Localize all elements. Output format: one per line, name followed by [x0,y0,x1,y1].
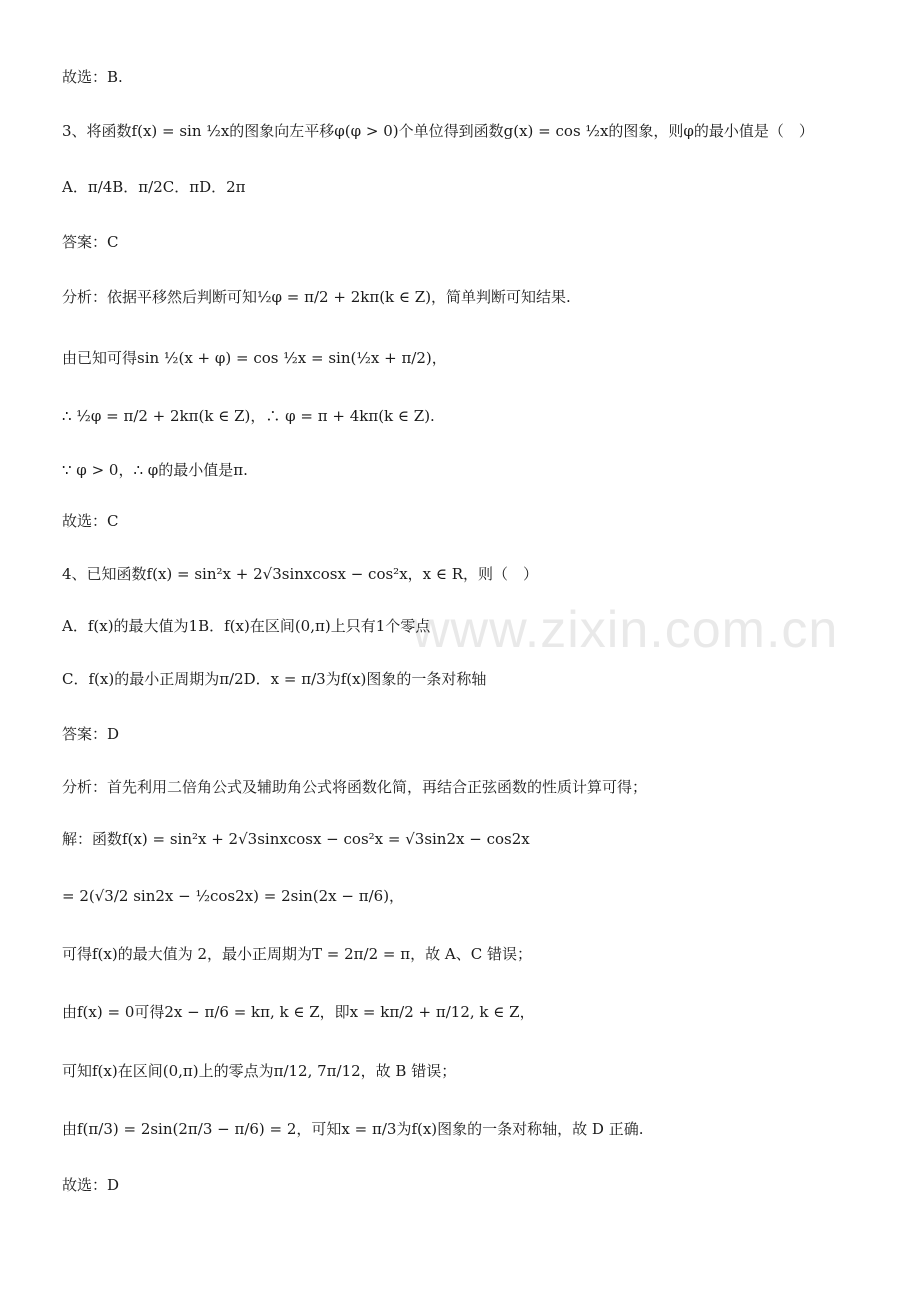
question-4-answer: 答案：D [62,725,120,743]
question-4-solution-2: = 2(√3/2 sin2x − ½cos2x) = 2sin(2x − π/6)， [62,887,405,905]
question-3-step-1: 由已知可得sin ½(x + φ) = cos ½x = sin(½x + π/2)， [62,349,447,367]
question-3-step-2: ∴ ½φ = π/2 + 2kπ(k ∈ Z)，∴ φ = π + 4kπ(k ∈ Z). [62,407,435,425]
question-3-answer: 答案：C [62,233,119,251]
question-4-solution-6: 由f(π/3) = 2sin(2π/3 − π/6) = 2，可知x = π/3为f(x)图象的一条对称轴，故 D 正确. [62,1120,644,1138]
question-3-options: A．π/4B．π/2C．πD．2π [62,178,246,196]
question-4: 4、已知函数f(x) = sin²x + 2√3sinxcosx − cos²x，x ∈ R，则（ ） [62,565,539,583]
question-4-solution-3: 可得f(x)的最大值为 2，最小正周期为T = 2π/2 = π，故 A、C 错误； [62,945,532,963]
question-4-analysis: 分析：首先利用二倍角公式及辅助角公式将函数化简，再结合正弦函数的性质计算可得； [62,778,648,796]
question-3-analysis: 分析：依据平移然后判断可知½φ = π/2 + 2kπ(k ∈ Z)，简单判断可知结果. [62,288,571,306]
question-4-choice: 故选：D [62,1176,120,1194]
question-3-step-3: ∵ φ > 0，∴ φ的最小值是π. [62,461,248,479]
question-4-options-cd: C．f(x)的最小正周期为π/2D．x = π/3为f(x)图象的一条对称轴 [62,670,487,688]
answer-line-q2: 故选：B. [62,68,123,86]
question-3-choice: 故选：C [62,512,119,530]
question-4-options-ab: A．f(x)的最大值为1B．f(x)在区间(0,π)上只有1个零点 [62,617,431,635]
question-4-solution-5: 可知f(x)在区间(0,π)上的零点为π/12, 7π/12，故 B 错误； [62,1062,457,1080]
question-3: 3、将函数f(x) = sin ½x的图象向左平移φ(φ > 0)个单位得到函数g(x) = cos ½x的图象，则φ的最小值是（ ） [62,122,814,140]
question-4-solution-1: 解：函数f(x) = sin²x + 2√3sinxcosx − cos²x = √3sin2x − cos2x [62,830,530,848]
question-4-solution-4: 由f(x) = 0可得2x − π/6 = kπ, k ∈ Z，即x = kπ/2 + π/12, k ∈ Z， [62,1003,535,1021]
watermark: www.zixin.com.cn [412,601,839,659]
